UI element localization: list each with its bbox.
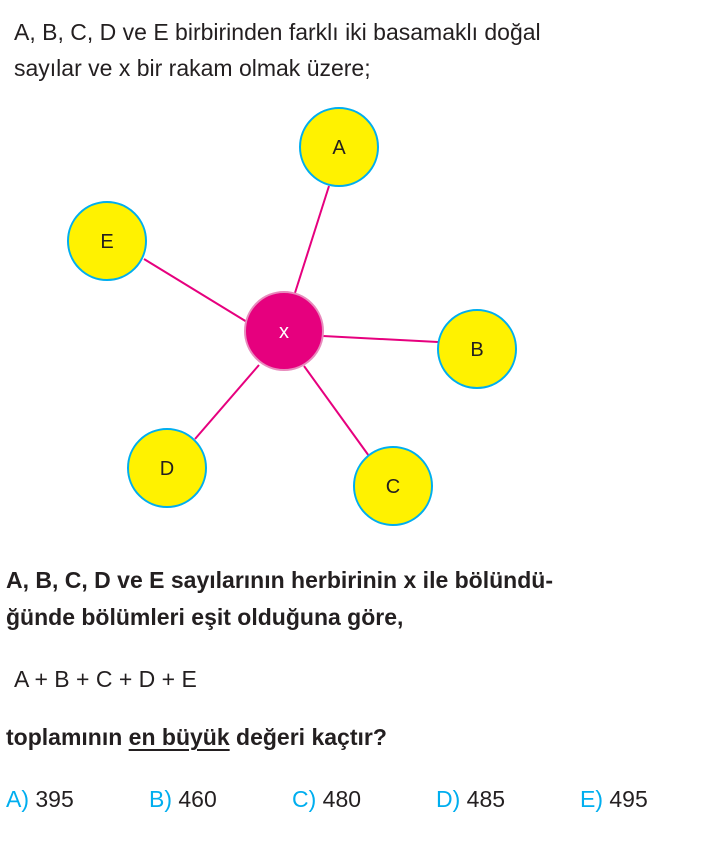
- ask-emphasis: en büyük: [128, 724, 230, 750]
- edge-x-e: [144, 259, 247, 322]
- choice-c-letter: C): [292, 786, 317, 812]
- choice-d-letter: D): [436, 786, 461, 812]
- choice-a[interactable]: [6, 786, 74, 813]
- ask-text: [6, 724, 387, 751]
- edge-x-b: [323, 336, 438, 342]
- choice-b-value: 460: [178, 786, 217, 812]
- edge-x-c: [304, 366, 369, 456]
- question-text: [6, 562, 706, 636]
- edge-x-a: [294, 186, 329, 296]
- choice-b-letter: B): [149, 786, 172, 812]
- node-b-label: B: [470, 339, 484, 361]
- question-line-2: ğünde bölümleri eşit olduğuna göre,: [6, 604, 404, 630]
- choice-b[interactable]: [149, 786, 217, 813]
- answer-choices: [0, 786, 711, 820]
- edge-x-d: [195, 365, 259, 439]
- choice-d-value: 485: [466, 786, 506, 812]
- question-line-1: A, B, C, D ve E sayılarının herbirinin x ile bölündü-: [6, 567, 553, 593]
- choice-e[interactable]: [580, 786, 648, 813]
- choice-e-value: 495: [609, 786, 648, 812]
- ask-after: değeri kaçtır?: [229, 724, 387, 750]
- choice-a-letter: A): [6, 786, 29, 812]
- choice-e-letter: E): [580, 786, 603, 812]
- ask-before: toplamının: [6, 724, 129, 750]
- node-c-label: C: [385, 476, 401, 498]
- node-a-label: A: [332, 137, 346, 159]
- node-d-label: D: [159, 458, 175, 480]
- choice-d[interactable]: [436, 786, 505, 813]
- center-node-label: x: [279, 321, 289, 343]
- choice-c[interactable]: [292, 786, 361, 813]
- node-e-label: E: [100, 231, 114, 253]
- intro-line-1: A, B, C, D ve E birbirinden farklı iki basamaklı doğal: [14, 19, 541, 45]
- sum-expression: A + B + C + D + E: [14, 666, 197, 692]
- choice-c-value: 480: [322, 786, 362, 812]
- intro-line-2: sayılar ve x bir rakam olmak üzere;: [14, 55, 371, 81]
- choice-a-value: 395: [35, 786, 74, 812]
